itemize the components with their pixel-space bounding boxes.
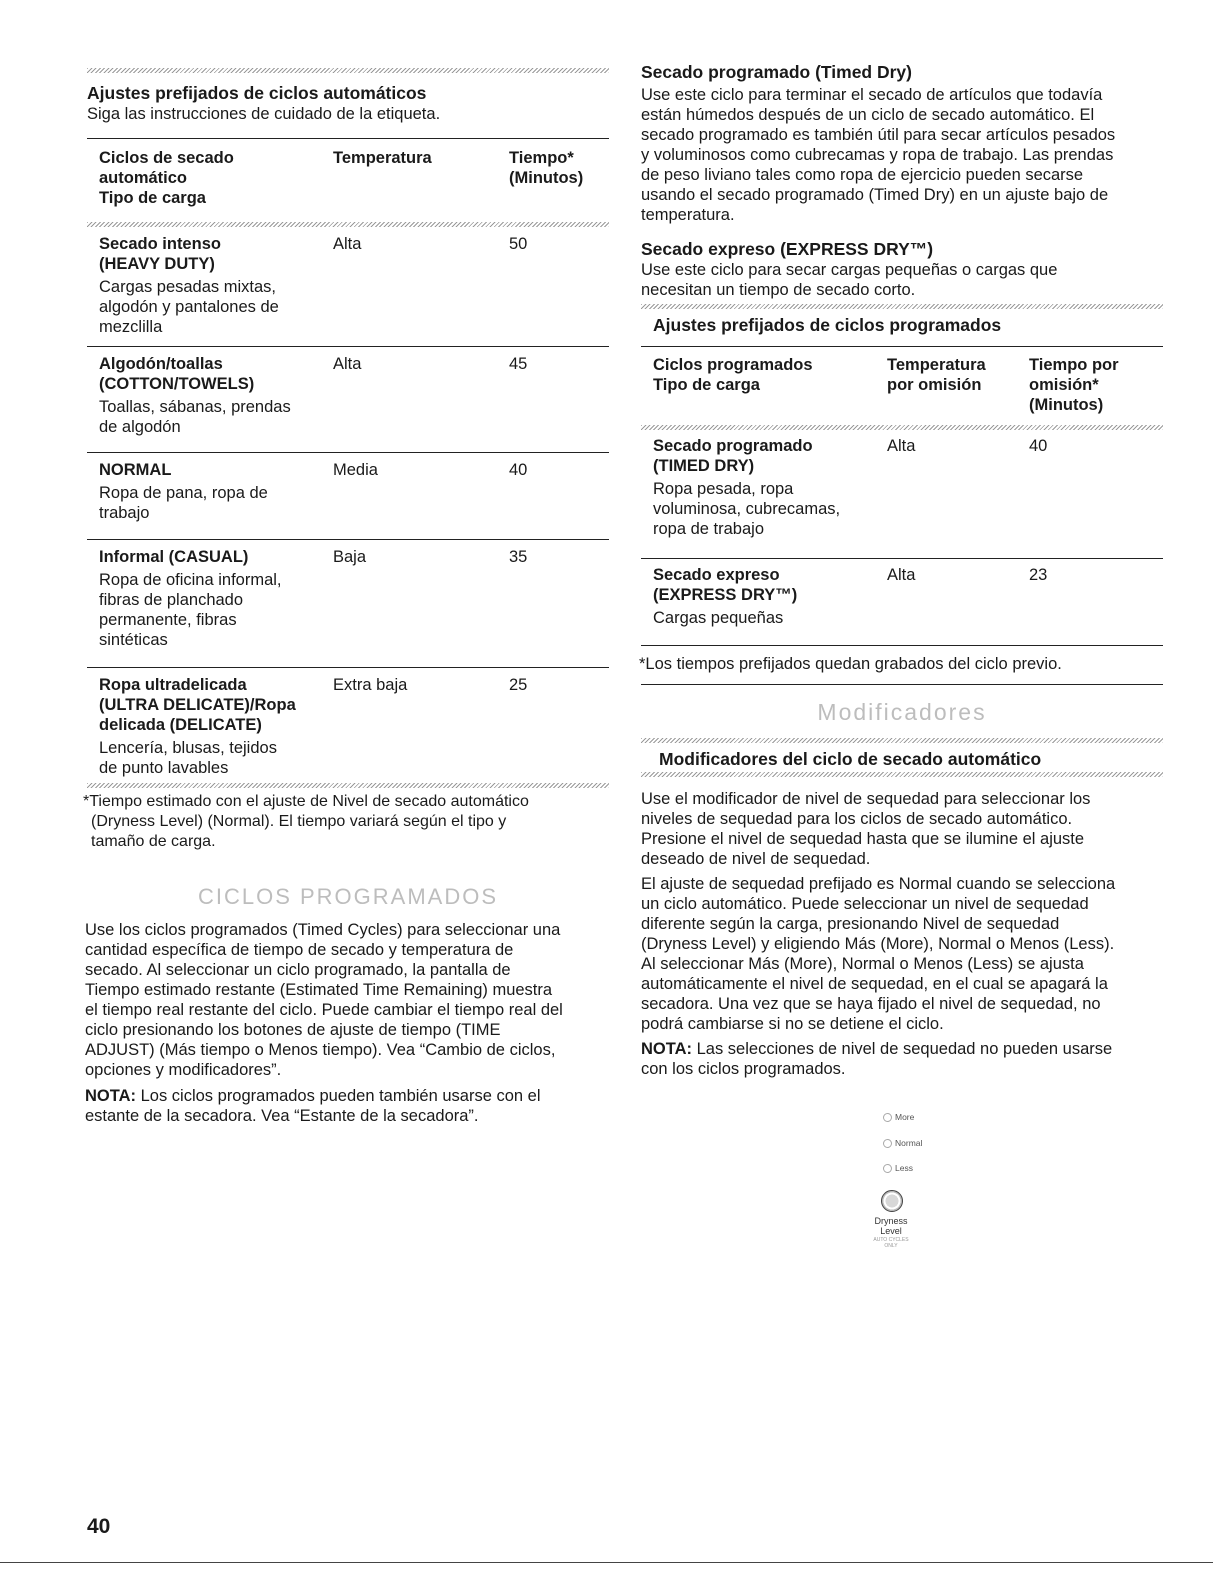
header-time: Tiempo por omisión* (Minutos) <box>1029 356 1119 414</box>
table-rule <box>641 346 1163 347</box>
dryness-label-2: Level <box>880 1226 902 1236</box>
section-rule <box>641 684 1163 685</box>
header-divider <box>641 425 1163 430</box>
section-divider <box>641 304 1163 309</box>
header-time: Tiempo* (Minutos) <box>509 149 584 187</box>
express-dry-body: Use este ciclo para secar cargas pequeñas o cargas que necesitan un tiempo de secado corto. <box>641 261 1058 299</box>
timed-cycles-title: CICLOS PROGRAMADOS <box>197 884 499 909</box>
less-indicator-icon <box>883 1164 892 1173</box>
timed-presets-heading: Ajustes prefijados de ciclos programados <box>653 315 1002 335</box>
header-temperature: Temperatura <box>333 149 432 167</box>
header-divider <box>87 222 609 227</box>
bottom-rule <box>0 1562 1213 1563</box>
row-rule <box>641 645 1163 646</box>
timed-cycles-body: Use los ciclos programados (Timed Cycles) para seleccionar una cantidad específica de tiempo de secado y temperatura de secado. Al seleccionar un ciclo programado, la pantalla de Tiempo estimado restante (Estimated Time Remaining) muestra el tiempo real restante del ciclo. Puede cambiar el tiempo real del ciclo presionando los botones de ajuste de tiempo (TIME ADJUST) (Más tiempo o Menos tiempo). Vea “Cambio de ciclos, opciones y modificadores”. <box>85 921 563 1079</box>
auto-presets-subtitle: Siga las instrucciones de cuidado de la etiqueta. <box>87 105 441 123</box>
section-divider <box>87 68 609 73</box>
section-divider <box>641 772 1163 777</box>
timed-table-header <box>641 355 1163 419</box>
table-end-divider <box>87 783 609 788</box>
header-cycle: Ciclos programados Tipo de carga <box>653 356 813 394</box>
table-row: Secado intenso (HEAVY DUTY) Cargas pesadas mixtas, algodón y pantalones de mezclilla Alta 50 <box>99 235 528 336</box>
modifiers-paragraph-1: Use el modificador de nivel de sequedad para seleccionar los niveles de sequedad para los ciclos de secado automático. Presione el nivel de sequedad hasta que se ilumine el ajuste deseado de nivel de sequedad. <box>641 790 1091 868</box>
dryness-label-1: Dryness <box>874 1216 908 1226</box>
row-rule <box>87 346 609 347</box>
left-column <box>83 68 609 1126</box>
express-dry-heading: Secado expreso (EXPRESS DRY™) <box>641 239 934 259</box>
table-row: Ropa ultradelicada (ULTRA DELICATE)/Ropa delicada (DELICATE) Lencería, blusas, tejidos de punto lavables Extra baja 25 <box>99 676 528 777</box>
row-rule <box>641 558 1163 559</box>
page-number: 40 <box>87 1515 111 1538</box>
table-row: NORMAL Ropa de pana, ropa de trabajo Media 40 <box>99 461 528 522</box>
table-row: Secado programado (TIMED DRY) Ropa pesada, ropa voluminosa, cubrecamas, ropa de trabajo Alta 40 <box>653 437 1048 538</box>
timed-cycles-note: NOTA: Los ciclos programados pueden también usarse con el estante de la secadora. Vea “Estante de la secadora”. <box>85 1087 541 1125</box>
modifiers-note: NOTA: Las selecciones de nivel de sequedad no pueden usarse con los ciclos programados. <box>641 1040 1113 1078</box>
modifiers-paragraph-2: El ajuste de sequedad prefijado es Normal cuando se selecciona un ciclo automático. Puede seleccionar un nivel de sequedad diferente según la carga, presionando Nivel de sequedad (Dryness Level) y eligiendo Más (More), Normal o Menos (Less). Al seleccionar Más (More), Normal o Menos (Less) se ajusta automáticamente el nivel de sequedad, en el cual se apagará la secadora. Una vez que se haya fijado el nivel de sequedad, no podrá cambiarse si no se detiene el ciclo. <box>641 875 1116 1033</box>
dryness-level-button-icon <box>881 1190 903 1212</box>
timed-dry-heading: Secado programado (Timed Dry) <box>641 62 912 82</box>
header-cycle: Ciclos de secado automático Tipo de carga <box>99 149 234 207</box>
auto-cycles-only-label: AUTO CYCLES ONLY <box>873 1237 909 1249</box>
modifiers-sub-heading: Modificadores del ciclo de secado automático <box>659 749 1042 769</box>
option-more: More <box>895 1112 915 1122</box>
row-rule <box>87 667 609 668</box>
normal-indicator-icon <box>883 1139 892 1148</box>
dryness-level-panel <box>865 1108 925 1253</box>
more-indicator-icon <box>883 1113 892 1122</box>
timed-footnote: *Los tiempos prefijados quedan grabados del ciclo previo. <box>639 655 1062 673</box>
option-less: Less <box>895 1163 913 1173</box>
auto-presets-heading: Ajustes prefijados de ciclos automáticos <box>87 83 427 103</box>
auto-table-header <box>87 148 609 212</box>
table-row: Algodón/toallas (COTTON/TOWELS) Toallas, sábanas, prendas de algodón Alta 45 <box>99 355 528 436</box>
table-rule <box>87 138 609 139</box>
section-divider <box>641 738 1163 743</box>
row-rule <box>87 539 609 540</box>
header-temperature: Temperatura por omisión <box>887 356 986 394</box>
modifiers-title: Modificadores <box>817 699 987 725</box>
timed-dry-body: Use este ciclo para terminar el secado de artículos que todavía están húmedos después de un ciclo de secado automático. El secado programado es también útil para secar artículos pesados y voluminosos como cubrecamas y ropa de trabajo. Las prendas de peso liviano tales como ropa de ejercicio pueden secarse usando el secado programado (Timed Dry) en un ajuste bajo de temperatura. <box>641 86 1116 224</box>
table-row: Secado expreso (EXPRESS DRY™) Cargas pequeñas Alta 23 <box>653 566 1048 627</box>
table-row: Informal (CASUAL) Ropa de oficina informal, fibras de planchado permanente, fibras sintéticas Baja 35 <box>99 548 528 649</box>
right-column <box>641 62 1163 1079</box>
row-rule <box>87 452 609 453</box>
option-normal: Normal <box>895 1138 923 1148</box>
auto-footnote: *Tiempo estimado con el ajuste de Nivel de secado automático (Dryness Level) (Normal). El tiempo variará según el tipo y tamaño de carga. <box>83 793 529 850</box>
